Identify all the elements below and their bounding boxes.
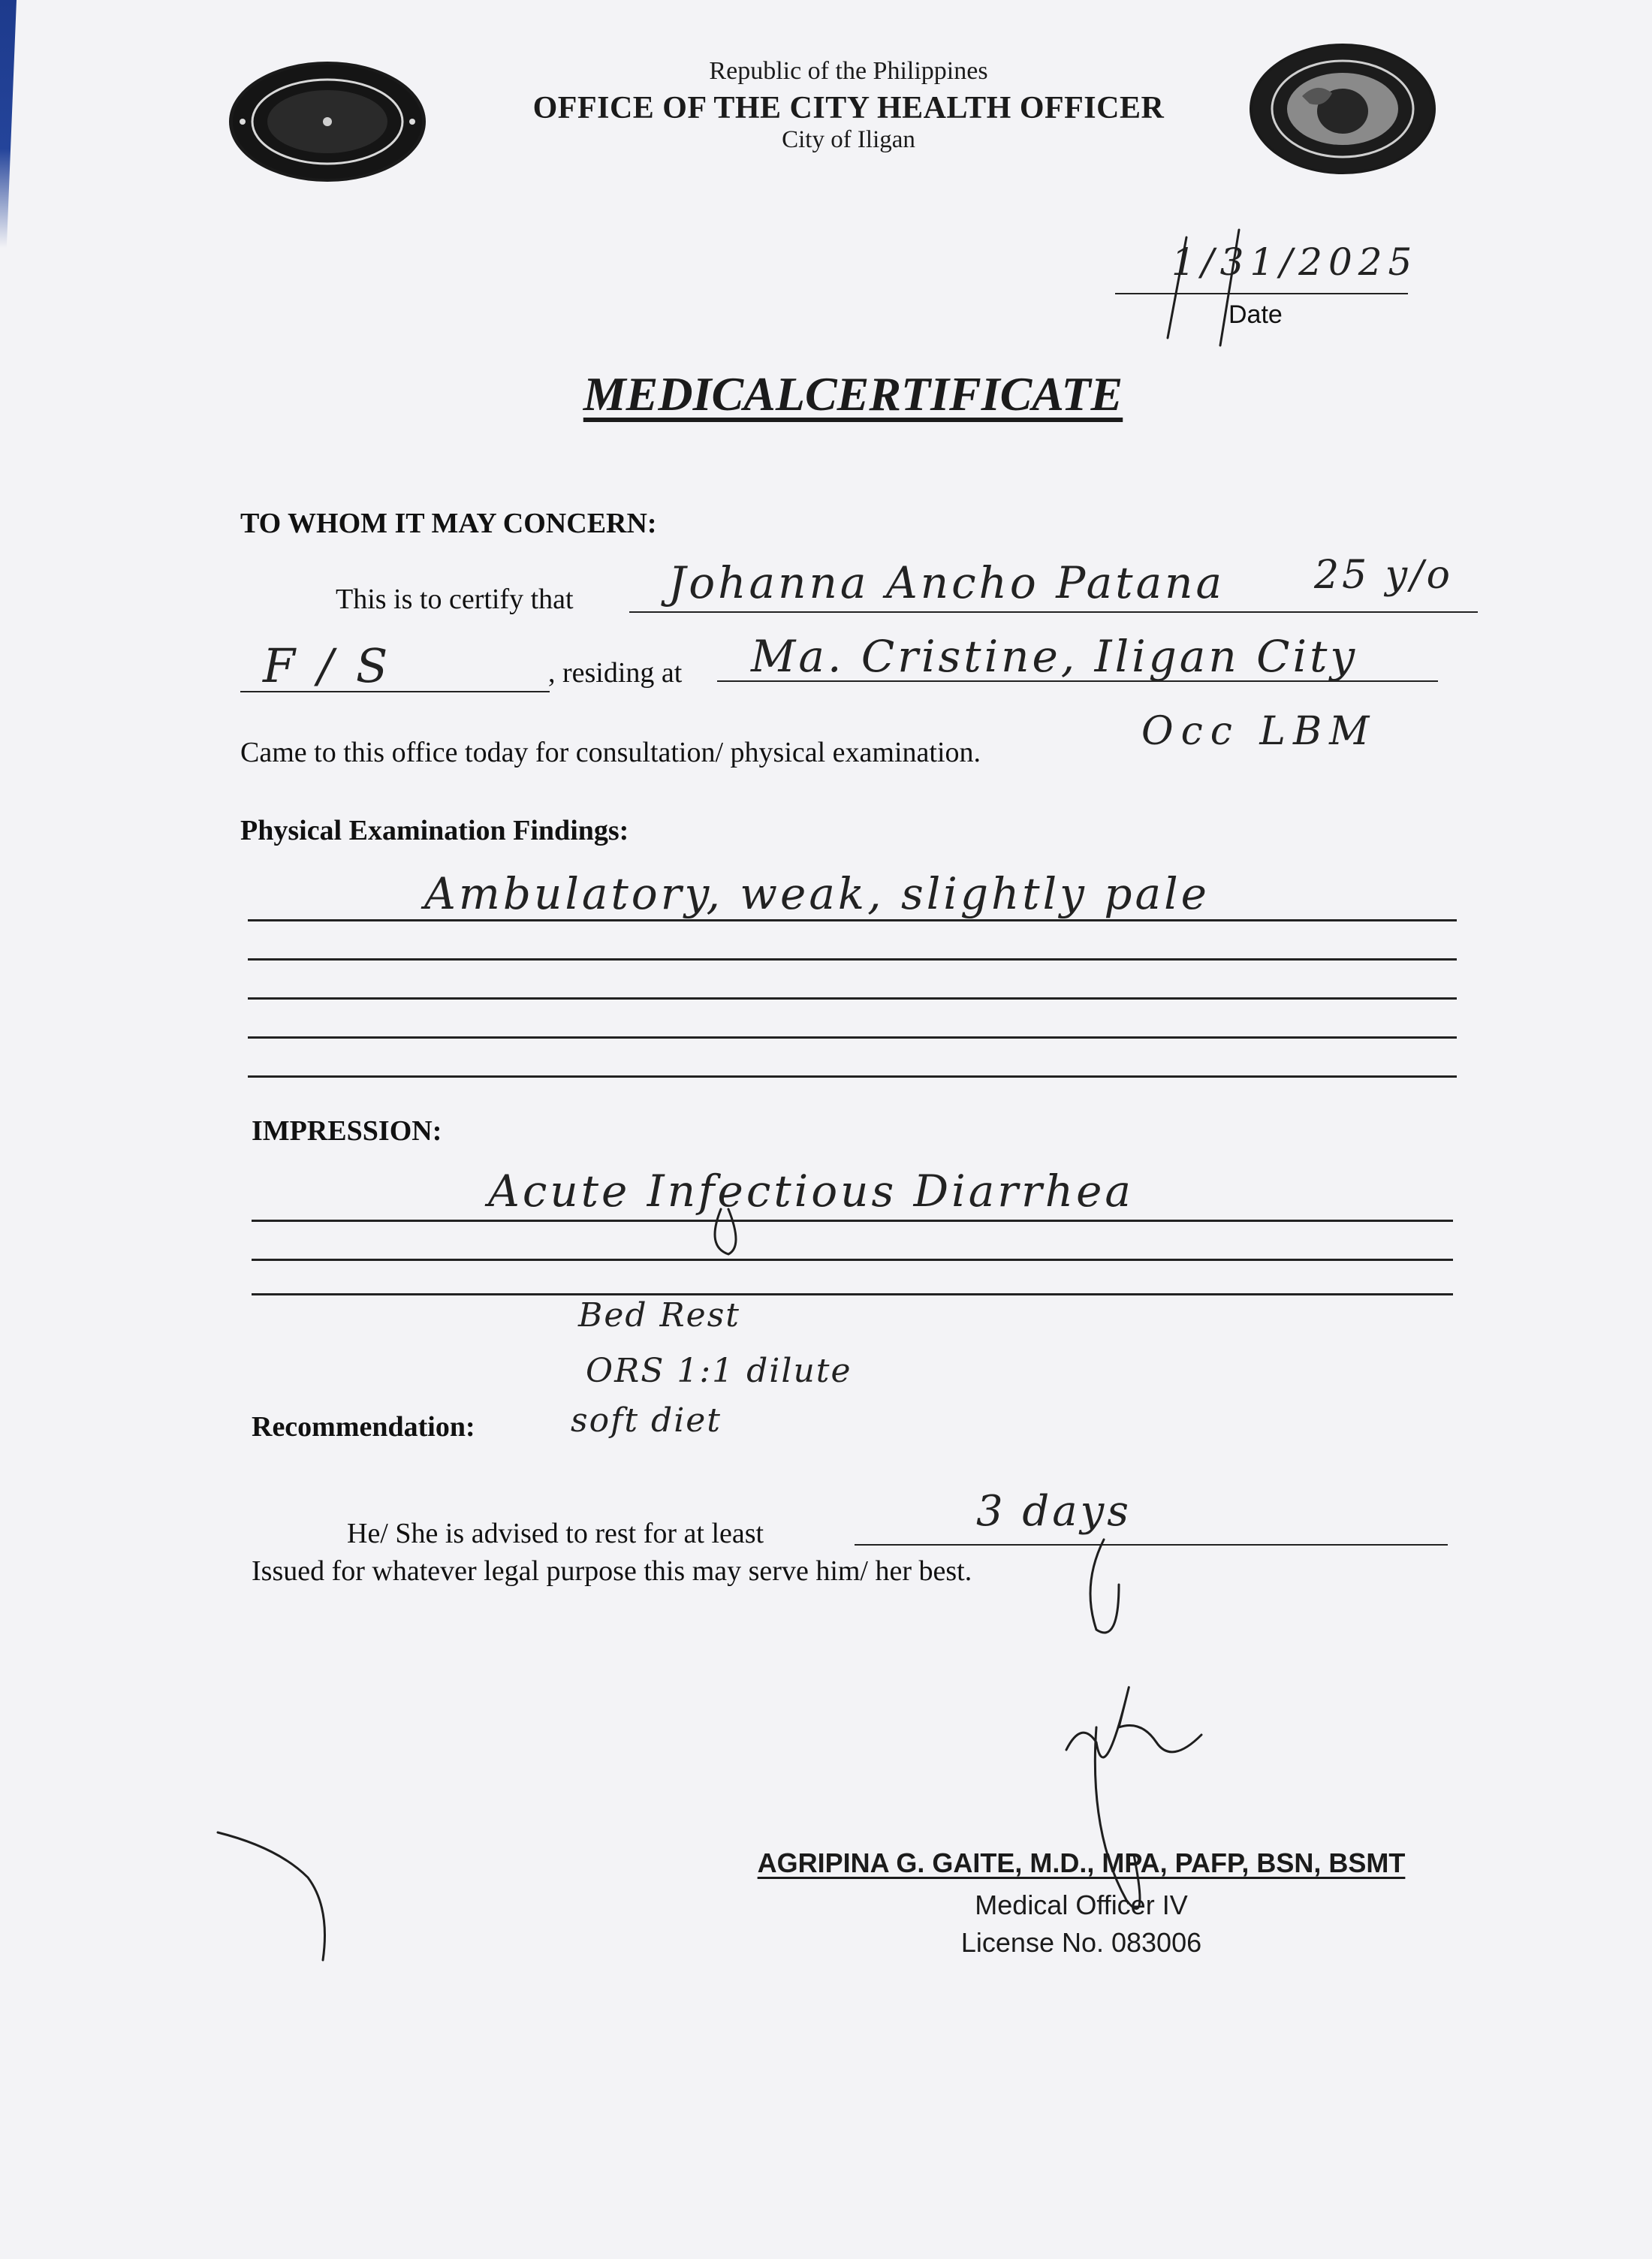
impression-label: IMPRESSION: (252, 1115, 442, 1147)
header-city: City of Iligan (782, 126, 915, 153)
address: Ma. Cristine, Iligan City (751, 631, 1358, 682)
residing-label: , residing at (548, 657, 683, 689)
date-label: Date (1228, 300, 1283, 329)
date-value: 1/31/2025 (1171, 240, 1418, 284)
certificate-title: MEDICALCERTIFICATE (583, 367, 1123, 421)
impression-text: Acute Infectious Diarrhea (488, 1166, 1135, 1217)
rest-purpose: Issued for whatever legal purpose this may serve him/ her best. (252, 1555, 972, 1587)
recommendation-item-2: ORS 1:1 dilute (586, 1352, 852, 1390)
came-note: Occ LBM (1141, 709, 1377, 754)
header-office-name: OFFICE OF THE CITY HEALTH OFFICER (532, 91, 1165, 125)
pen-strokes (218, 230, 1239, 1960)
came-text: Came to this office today for consultation/ physical examination. (240, 737, 981, 768)
signatory-position: Medical Officer IV (975, 1890, 1188, 1920)
signatory-license: License No. 083006 (960, 1927, 1202, 1958)
patient-age: 25 y/o (1314, 553, 1453, 598)
recommendation-item-1: Bed Rest (578, 1296, 740, 1335)
sex-status: F/S (263, 638, 411, 693)
rest-duration: 3 days (976, 1487, 1132, 1536)
signatory-name: AGRIPINA G. GAITE, M.D., MPA, PAFP, BSN, BSMT (757, 1847, 1406, 1878)
recommendation-label: Recommendation: (252, 1411, 475, 1443)
header-republic: Republic of the Philippines (709, 57, 988, 85)
rest-prefix: He/ She is advised to rest for at least (347, 1518, 764, 1549)
findings-text: Ambulatory, weak, slightly pale (424, 868, 1210, 919)
findings-label: Physical Examination Findings: (240, 815, 629, 846)
recommendation-item-3: soft diet (571, 1401, 722, 1440)
patient-name: Johanna Ancho Patana (668, 557, 1225, 608)
certify-prefix: This is to certify that (336, 584, 574, 615)
salutation: TO WHOM IT MAY CONCERN: (240, 508, 657, 539)
